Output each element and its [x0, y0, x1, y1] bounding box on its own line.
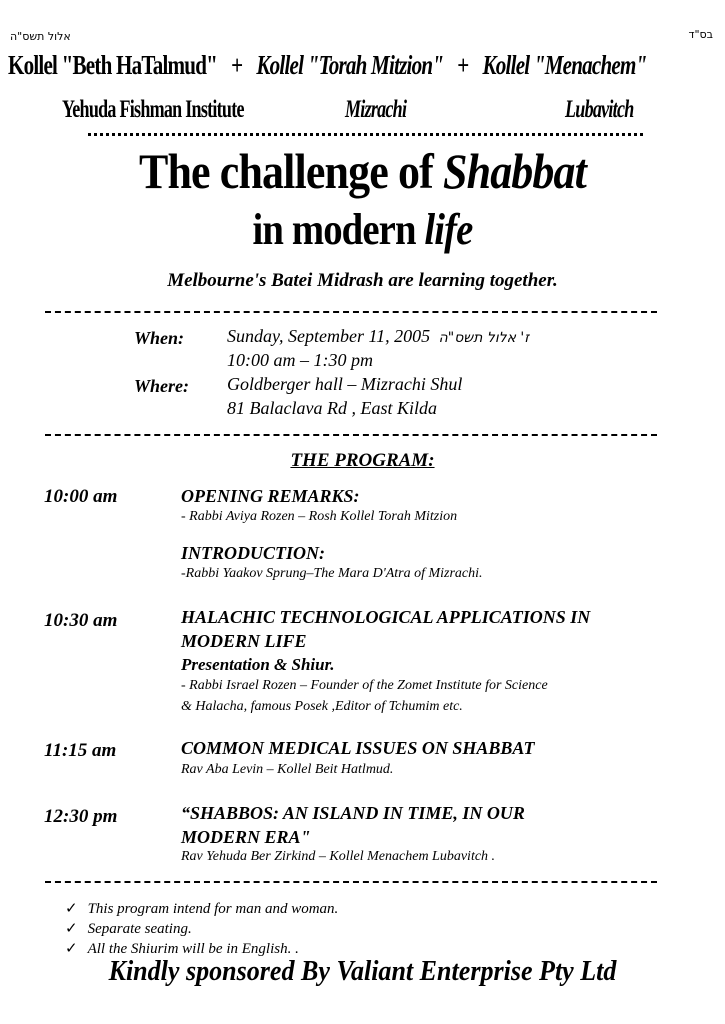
- program-detail: Rav Yehuda Ber Zirkind – Kollel Menachem Lubavitch .: [181, 849, 496, 864]
- hebrew-date-header: אלול תשס"ה: [10, 30, 71, 43]
- note-item: [65, 898, 338, 919]
- title-part1: The challenge of: [138, 143, 433, 199]
- where-value-2: 81 Balaclava Rd , East Kilda: [227, 398, 437, 418]
- yehuda-fishman-institute: Yehuda Fishman Institute: [62, 96, 244, 123]
- when-date: Sunday, September 11, 2005: [227, 326, 431, 346]
- bsd-header: בס"ד: [688, 28, 713, 41]
- where-label: Where:: [134, 376, 189, 396]
- program-detail: -Rabbi Yaakov Sprung–The Mara D'Atra of Mizrachi.: [181, 566, 483, 581]
- title-line-2: [44, 204, 682, 255]
- program-time: 10:30 am: [44, 610, 118, 631]
- note-text: All the Shiurim will be in English. .: [87, 941, 299, 957]
- program-detail: - Rabbi Israel Rozen – Founder of the Zomet Institute for Science: [181, 678, 548, 693]
- kollel-beth-hatalmud: Kollel "Beth HaTalmud": [8, 50, 218, 80]
- when-value: [227, 326, 529, 347]
- where-value-1: Goldberger hall – Mizrachi Shul: [227, 374, 463, 394]
- program-time: 11:15 am: [44, 740, 117, 761]
- note-item: [65, 918, 192, 939]
- dashed-divider: [45, 881, 657, 883]
- note-text: This program intend for man and woman.: [87, 901, 339, 917]
- when-hebrew-date: ז' אלול תשס"ה: [438, 330, 530, 346]
- title-part2: in modern: [252, 205, 416, 254]
- note-text: Separate seating.: [87, 921, 192, 937]
- program-heading: “SHABBOS: AN ISLAND IN TIME, IN OUR: [181, 803, 525, 823]
- kollel-menachem: Kollel "Menachem": [482, 50, 647, 80]
- dashed-divider: [45, 311, 657, 313]
- plus-sign: +: [231, 50, 243, 80]
- program-heading: MODERN LIFE: [181, 631, 307, 651]
- plus-sign: +: [457, 50, 469, 80]
- check-icon: ✓: [65, 899, 78, 917]
- program-heading: COMMON MEDICAL ISSUES ON SHABBAT: [181, 738, 535, 758]
- time-value: 10:00 am – 1:30 pm: [227, 350, 373, 370]
- dotted-divider: [88, 133, 643, 136]
- program-title: THE PROGRAM:: [290, 450, 435, 471]
- dashed-divider: [45, 434, 657, 436]
- program-heading: HALACHIC TECHNOLOGICAL APPLICATIONS IN: [181, 607, 591, 627]
- tagline: Melbourne's Batei Midrash are learning together.: [167, 270, 558, 291]
- title-life: life: [424, 205, 473, 254]
- program-detail: Rav Aba Levin – Kollel Beit Hatlmud.: [181, 762, 394, 777]
- check-icon: ✓: [65, 939, 78, 957]
- program-heading: MODERN ERA": [181, 827, 311, 847]
- program-detail: & Halacha, famous Posek ,Editor of Tchumim etc.: [181, 699, 463, 714]
- check-icon: ✓: [65, 919, 78, 937]
- mizrachi-label: Mizrachi: [345, 96, 407, 123]
- organizers-row: [8, 50, 647, 81]
- program-subheading: Presentation & Shiur.: [181, 655, 335, 674]
- title-line-1: [44, 142, 682, 200]
- program-time: 12:30 pm: [44, 806, 118, 827]
- program-detail: - Rabbi Aviya Rozen – Rosh Kollel Torah Mitzion: [181, 509, 458, 524]
- kollel-torah-mitzion: Kollel "Torah Mitzion": [256, 50, 444, 80]
- title-shabbat: Shabbat: [443, 143, 587, 199]
- program-time: 10:00 am: [44, 486, 118, 507]
- program-heading: OPENING REMARKS:: [181, 486, 360, 506]
- program-heading: INTRODUCTION:: [181, 543, 325, 563]
- when-label: When:: [134, 328, 185, 348]
- sponsor-line: Kindly sponsored By Valiant Enterprise Pty Ltd: [108, 956, 617, 987]
- lubavitch-label: Lubavitch: [565, 96, 634, 123]
